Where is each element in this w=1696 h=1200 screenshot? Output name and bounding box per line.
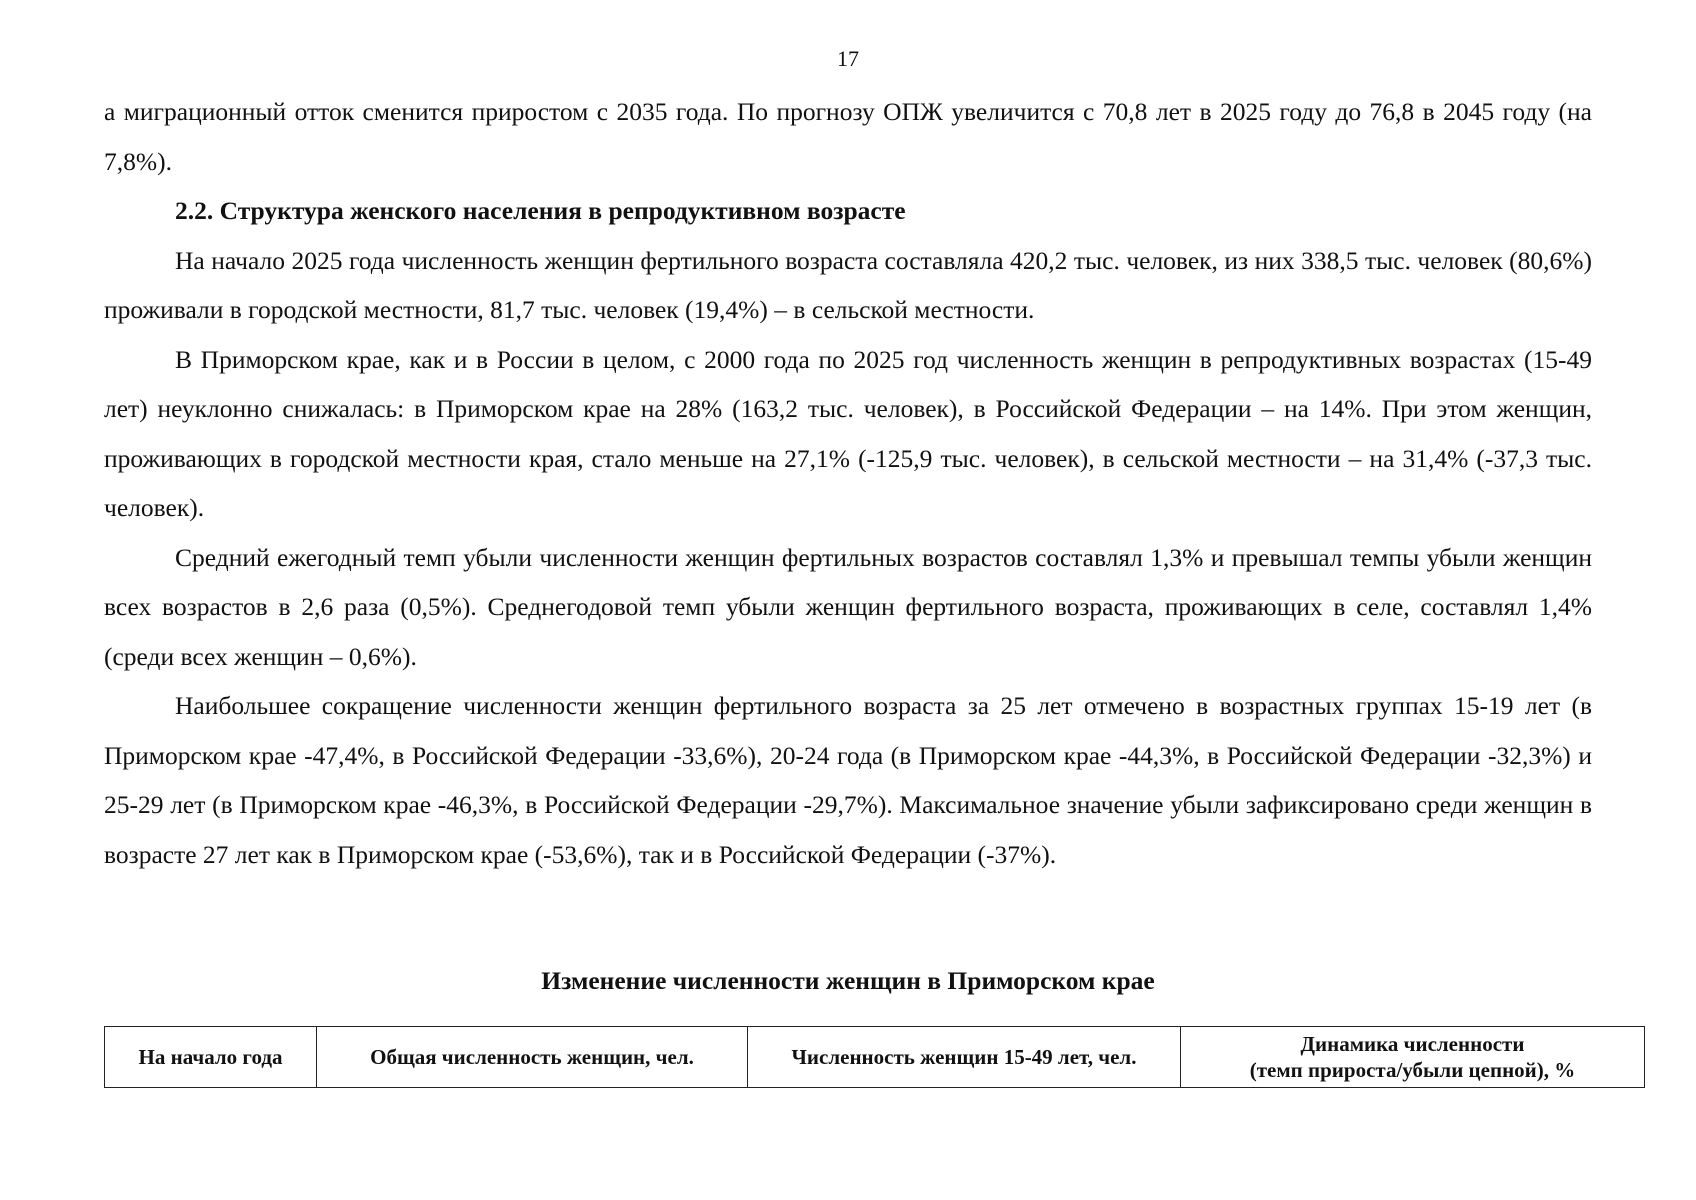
header-dynamics-line1: Динамика численности	[1300, 1032, 1525, 1056]
document-body	[104, 87, 1592, 879]
paragraph-decline-2000-2025: В Приморском крае, как и в России в целом, с 2000 года по 2025 год численность женщин в репродуктивных возрастах (15-49 лет) неуклонно снижалась: в Приморском крае на 28% (163,2 тыс. человек), в Российской Федерации – на 14%. При этом женщин, проживающих в городской местности края, стало меньше на 27,1% (-125,9 тыс. человек), в сельской местности – на 31,4% (-37,3 тыс. человек).	[104, 344, 1592, 522]
women-population-table	[104, 1026, 1645, 1088]
paragraph-annual-decline-rate: Средний ежегодный темп убыли численности женщин фертильных возрастов составлял 1,3% и превышал темпы убыли женщин всех возрастов в 2,6 раза (0,5%). Среднегодовой темп убыли женщин фертильного возраста, проживающих в селе, составлял 1,4% (среди всех женщин – 0,6%).	[104, 542, 1592, 671]
paragraph-age-group-decline: Наибольшее сокращение численности женщин фертильного возраста за 25 лет отмечено в возрастных группах 15-19 лет (в Приморском крае -47,4%, в Российской Федерации -33,6%), 20-24 года (в Приморском крае -44,3%, в Российской Федерации -32,3%) и 25-29 лет (в Приморском крае -46,3%, в Российской Федерации -29,7%). Максимальное значение убыли зафиксировано среди женщин в возрасте 27 лет как в Приморском крае (-53,6%), так и в Российской Федерации (-37%).	[104, 691, 1592, 869]
section-heading: 2.2. Структура женского населения в репродуктивном возрасте	[175, 196, 906, 225]
header-dynamics	[1181, 1027, 1645, 1088]
table-header-row	[105, 1027, 1645, 1088]
header-dynamics-line2: (темп прироста/убыли цепной), %	[1249, 1058, 1576, 1082]
page-number: 17	[837, 46, 859, 71]
table-title: Изменение численности женщин в Приморском крае	[541, 966, 1155, 995]
header-women-15-49: Численность женщин 15-49 лет, чел.	[748, 1027, 1181, 1088]
header-year: На начало года	[105, 1027, 317, 1088]
paragraph-fertile-women-count: На начало 2025 года численность женщин фертильного возраста составляла 420,2 тыс. человек, из них 338,5 тыс. человек (80,6%) проживали в городской местности, 81,7 тыс. человек (19,4%) – в сельской местности.	[104, 245, 1592, 324]
paragraph-migration-forecast: а миграционный отток сменится приростом с 2035 года. По прогнозу ОПЖ увеличится с 70,8 лет в 2025 году до 76,8 в 2045 году (на 7,8%).	[104, 97, 1592, 176]
header-total-women: Общая численность женщин, чел.	[317, 1027, 748, 1088]
